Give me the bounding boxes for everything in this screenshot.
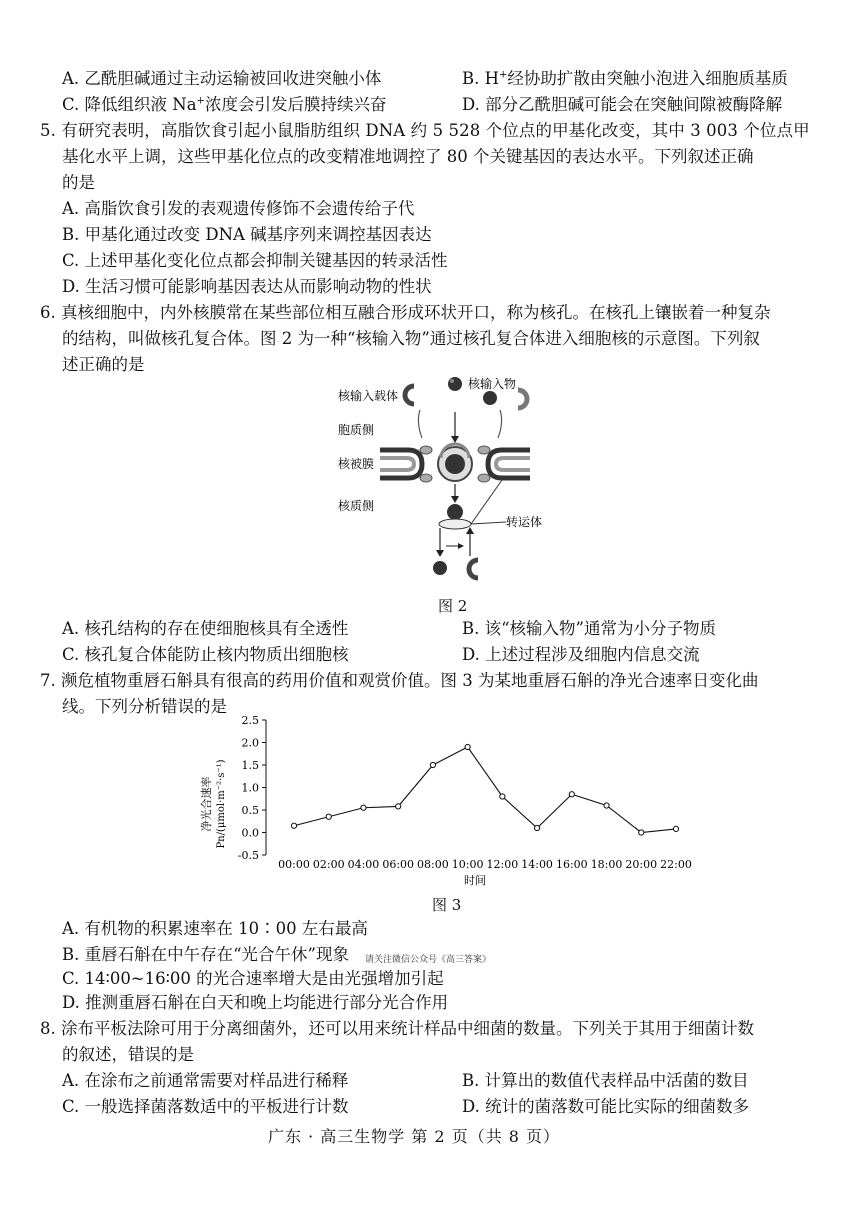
q6-option-b: B. 该“核输入物”通常为小分子物质 <box>462 619 716 638</box>
data-point <box>534 825 539 830</box>
page-footer: 广东 · 高三生物学 第 2 页（共 8 页） <box>268 1127 561 1146</box>
q5-stem-line1: 5. 有研究表明，高脂饮食引起小鼠脂肪组织 DNA 约 5 528 个位点的甲基化改变，其中 3 003 个位点甲 <box>40 121 810 140</box>
pore-ring-right-bottom <box>478 474 490 482</box>
y-axis-title-line2: Pn/(μmol·m⁻²·s⁻¹) <box>216 759 227 849</box>
q6-option-c: C. 核孔复合体能防止核内物质出细胞核 <box>62 645 349 664</box>
q4-option-c-pre: C. 降低组织液 Na <box>62 95 197 114</box>
arrow-cross-head <box>458 543 464 549</box>
y-axis-title-line1: 净光合速率 <box>200 776 213 832</box>
label-transporter: 转运体 <box>506 515 543 529</box>
net-photosynthesis-chart <box>190 712 710 890</box>
x-tick-label: 02:00 <box>312 858 345 871</box>
x-tick-label: 00:00 <box>278 858 310 871</box>
y-tick-label: -0.5 <box>237 849 259 862</box>
cargo-ball-right <box>483 391 497 405</box>
q5-option-a: A. 高脂饮食引发的表观遗传修饰不会遗传给子代 <box>62 199 415 218</box>
x-axis-ticks <box>278 858 692 871</box>
carrier-shape-top <box>405 386 414 404</box>
q7-option-d: D. 推测重唇石斛在白天和晚上均能进行部分光合作用 <box>62 993 449 1012</box>
chart-series <box>291 744 678 835</box>
x-tick-label: 08:00 <box>417 858 449 871</box>
cargo-in-pore <box>445 454 465 474</box>
y-tick-label: 2.5 <box>241 714 259 727</box>
released-carrier <box>469 560 478 578</box>
cargo-ball-top-highlight <box>450 379 454 383</box>
data-point <box>604 803 609 808</box>
q7-option-c: C. 14∶00~16∶00 的光合速率增大是由光强增加引起 <box>62 969 444 988</box>
y-tick-label: 2.0 <box>241 736 259 750</box>
data-point <box>569 792 574 797</box>
y-axis-title <box>199 759 227 848</box>
cargo-bottom-complex <box>447 504 463 520</box>
arrow-carrier-return-head <box>466 527 474 534</box>
q6-stem-line2: 的结构，叫做核孔复合体。图 2 为一种“核输入物”通过核孔复合体进入细胞核的示意图。下列叙 <box>62 329 760 348</box>
data-point <box>326 814 331 819</box>
q4-option-c-sup: + <box>196 95 205 107</box>
label-cargo: 核输入物 <box>468 377 517 391</box>
membrane-left-inner <box>380 458 414 470</box>
nuclear-pore-diagram <box>330 372 560 587</box>
watermark-text: 请关注微信公众号《高三答案》 <box>365 955 492 965</box>
figure-2-caption: 图 2 <box>438 597 468 615</box>
q4-option-d: D. 部分乙酰胆碱可能会在突触间隙被酶降解 <box>462 95 783 114</box>
x-tick-label: 16:00 <box>555 858 588 871</box>
series-line <box>294 747 676 833</box>
x-tick-label: 20:00 <box>625 858 658 871</box>
data-point <box>500 794 505 799</box>
q7-option-a: A. 有机物的积累速率在 10∶00 左右最高 <box>62 919 368 938</box>
label-cytoplasm-side: 胞质侧 <box>338 423 375 437</box>
label-carrier: 核输入载体 <box>338 389 399 403</box>
carrier-shape-right <box>518 390 527 408</box>
x-tick-label: 10:00 <box>451 858 484 871</box>
y-axis-ticks <box>238 714 266 862</box>
x-tick-label: 12:00 <box>486 858 519 871</box>
x-tick-label: 06:00 <box>382 858 415 871</box>
data-point <box>361 805 366 810</box>
q4-option-a: A. 乙酰胆碱通过主动运输被回收进突触小体 <box>62 69 382 88</box>
data-point <box>465 744 470 749</box>
q5-option-d: D. 生活习惯可能影响基因表达从而影响动物的性状 <box>62 277 432 296</box>
data-point <box>430 762 435 767</box>
fibril-right <box>498 410 502 438</box>
x-tick-label: 14:00 <box>521 858 553 871</box>
fibril-left <box>418 410 422 438</box>
q4-option-b-pre: B. H <box>462 69 500 88</box>
released-cargo <box>433 561 447 575</box>
transporter-pointer-2 <box>471 480 502 524</box>
q4-option-b-post: 经协助扩散由突触小泡进入细胞质基质 <box>507 69 788 88</box>
q7-stem-line1: 7. 濒危植物重唇石斛具有很高的药用价值和观赏价值。图 3 为某地重唇石斛的净光合速率日变化曲 <box>40 671 759 690</box>
label-nuclear-envelope: 核被膜 <box>338 457 375 471</box>
q8-option-a: A. 在涂布之前通常需要对样品进行稀释 <box>62 1071 349 1090</box>
q8-option-b: B. 计算出的数值代表样品中活菌的数目 <box>462 1071 749 1090</box>
q6-stem-line3: 述正确的是 <box>62 355 145 374</box>
x-axis-title: 时间 <box>464 874 486 887</box>
arrow-out-pore-head <box>451 496 459 503</box>
x-tick-label: 04:00 <box>347 858 380 871</box>
pore-ring-left-bottom <box>420 474 432 482</box>
q4-option-c <box>62 92 386 117</box>
q5-option-c: C. 上述甲基化变化位点都会抑制关键基因的转录活性 <box>62 251 448 270</box>
q8-stem-line1: 8. 涂布平板法除可用于分离细菌外，还可以用来统计样品中细菌的数量。下列关于其用于细菌计数 <box>40 1019 754 1038</box>
figure-3-caption: 图 3 <box>432 896 462 914</box>
q4-option-b <box>462 66 788 91</box>
y-tick-label: 1.5 <box>241 759 259 772</box>
q8-option-d: D. 统计的菌落数可能比实际的细菌数多 <box>462 1097 750 1116</box>
y-tick-label: 0.0 <box>241 826 259 840</box>
pore-ring-left-top <box>420 446 432 454</box>
q8-option-c: C. 一般选择菌落数适中的平板进行计数 <box>62 1097 349 1116</box>
q4-option-c-post: 浓度会引发后膜持续兴奋 <box>204 95 387 114</box>
arrow-into-pore-head <box>451 436 459 443</box>
membrane-right-inner <box>496 458 530 470</box>
q7-stem-line2: 线。下列分析错误的是 <box>62 697 227 716</box>
arrow-release-cargo-head <box>436 550 444 557</box>
pore-ring-right-top <box>478 446 490 454</box>
q5-stem-line3: 的是 <box>62 173 95 192</box>
data-point <box>396 804 401 809</box>
data-point <box>673 826 678 831</box>
q6-stem-line1: 6. 真核细胞中，内外核膜常在某些部位相互融合形成环状开口，称为核孔。在核孔上镶嵌着一种复杂 <box>40 303 771 322</box>
y-tick-label: 0.5 <box>241 804 259 817</box>
x-tick-label: 18:00 <box>590 858 623 871</box>
q8-stem-line2: 的叙述，错误的是 <box>62 1045 194 1064</box>
transporter-pointer <box>471 522 506 524</box>
y-tick-label: 1.0 <box>241 781 259 795</box>
q6-option-a: A. 核孔结构的存在使细胞核具有全透性 <box>62 619 349 638</box>
cargo-ball-top <box>448 377 462 391</box>
x-tick-label: 22:00 <box>660 858 692 871</box>
q7-option-b: B. 重唇石斛在中午存在“光合午休”现象 <box>62 945 349 964</box>
q5-stem-line2: 基化水平上调，这些甲基化位点的改变精准地调控了 80 个关键基因的表达水平。下列叙述正确 <box>62 147 754 166</box>
transporter-shape <box>439 519 471 529</box>
data-point <box>639 830 644 835</box>
q5-option-b: B. 甲基化通过改变 DNA 碱基序列来调控基因表达 <box>62 225 432 244</box>
q4-option-b-sup: + <box>499 69 508 81</box>
data-point <box>291 823 296 828</box>
label-nucleoplasm-side: 核质侧 <box>338 499 375 513</box>
q6-option-d: D. 上述过程涉及细胞内信息交流 <box>462 645 700 664</box>
